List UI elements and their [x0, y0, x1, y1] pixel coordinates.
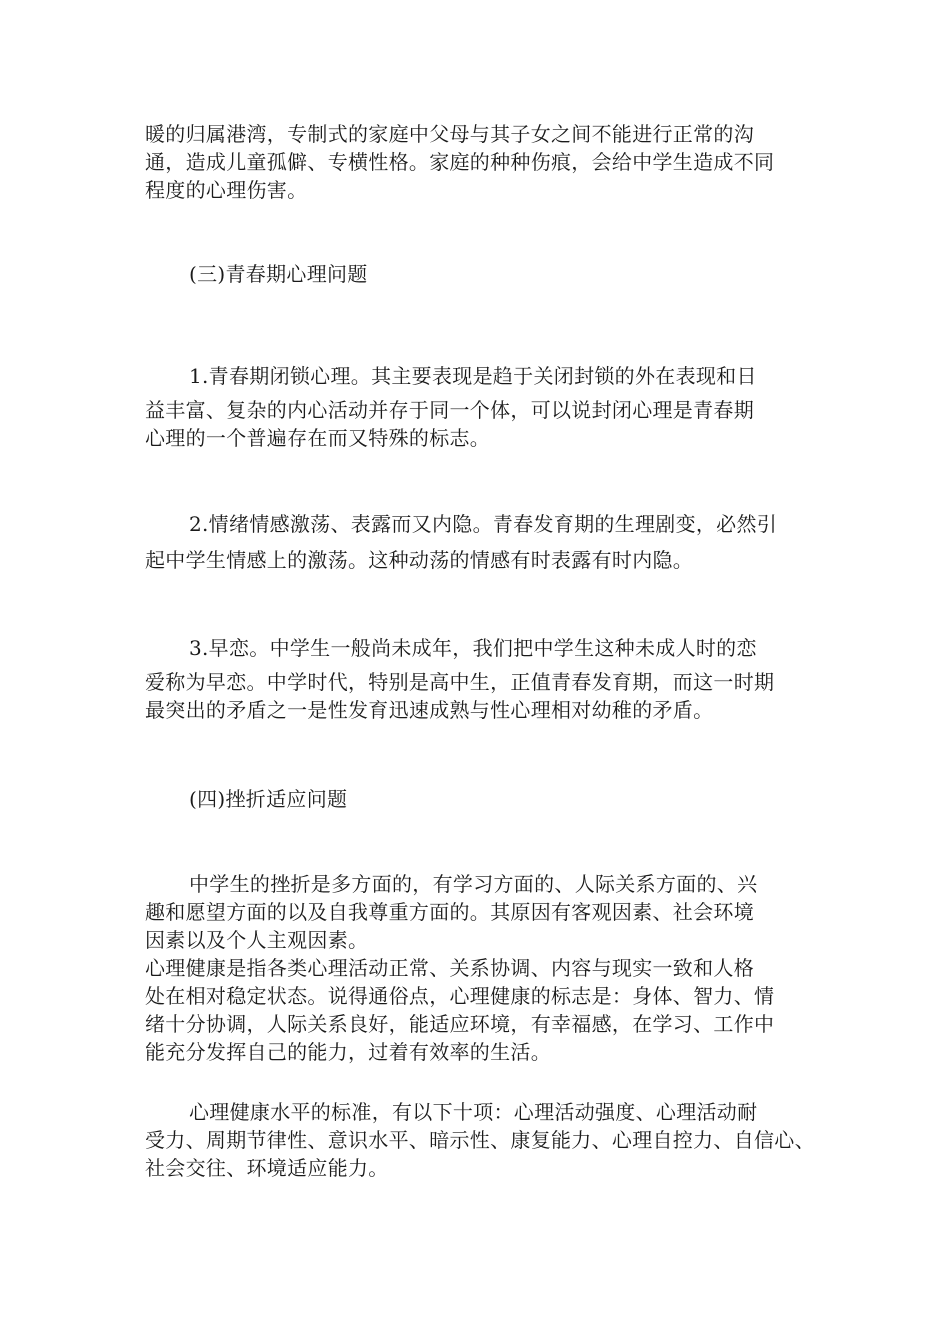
text-line: 2.情绪情感激荡、表露而又内隐。青春发育期的生理剧变，必然引	[189, 512, 778, 536]
text-line: 心理健康水平的标准，有以下十项：心理活动强度、心理活动耐	[189, 1100, 758, 1124]
list-item-emotions	[145, 510, 825, 574]
heading-text: (三)青春期心理问题	[189, 262, 368, 286]
text-line: 益丰富、复杂的内心活动并存于同一个体，可以说封闭心理是青春期	[145, 398, 754, 422]
text-line: 受力、周期节律性、意识水平、暗示性、康复能力、心理自控力、自信心、	[145, 1128, 815, 1152]
text-line: 最突出的矛盾之一是性发育迅速成熟与性心理相对幼稚的矛盾。	[145, 698, 714, 722]
text-line: 暖的归属港湾，专制式的家庭中父母与其子女之间不能进行正常的沟	[145, 122, 754, 146]
list-item-early-love	[145, 634, 825, 724]
paragraph-health-standards	[145, 1098, 825, 1182]
text-line: 处在相对稳定状态。说得通俗点，心理健康的标志是：身体、智力、情	[145, 984, 775, 1008]
text-line: 起中学生情感上的激荡。这种动荡的情感有时表露有时内隐。	[145, 548, 694, 572]
text-line: 1.青春期闭锁心理。其主要表现是趋于关闭封锁的外在表现和日	[189, 364, 757, 388]
text-line: 因素以及个人主观因素。	[145, 928, 369, 952]
text-line: 3.早恋。中学生一般尚未成年，我们把中学生这种未成人时的恋	[189, 636, 757, 660]
section-heading-adolescence	[145, 260, 825, 288]
text-line: 中学生的挫折是多方面的，有学习方面的、人际关系方面的、兴	[189, 872, 758, 896]
list-item-closed-mind	[145, 362, 825, 452]
paragraph-family-wounds	[145, 120, 825, 204]
text-line: 社会交往、环境适应能力。	[145, 1156, 389, 1180]
text-line: 程度的心理伤害。	[145, 178, 308, 202]
text-line: 通，造成儿童孤僻、专横性格。家庭的种种伤痕，会给中学生造成不同	[145, 150, 775, 174]
heading-text: (四)挫折适应问题	[189, 787, 348, 811]
text-line: 爱称为早恋。中学时代，特别是高中生，正值青春发育期，而这一时期	[145, 670, 775, 694]
paragraph-frustration-health	[145, 870, 825, 1066]
text-line: 绪十分协调，人际关系良好，能适应环境，有幸福感，在学习、工作中	[145, 1012, 775, 1036]
text-line: 趣和愿望方面的以及自我尊重方面的。其原因有客观因素、社会环境	[145, 900, 754, 924]
text-line: 心理的一个普遍存在而又特殊的标志。	[145, 426, 491, 450]
section-heading-frustration	[145, 785, 825, 813]
text-line: 能充分发挥自己的能力，过着有效率的生活。	[145, 1040, 551, 1064]
text-line: 心理健康是指各类心理活动正常、关系协调、内容与现实一致和人格	[145, 956, 754, 980]
